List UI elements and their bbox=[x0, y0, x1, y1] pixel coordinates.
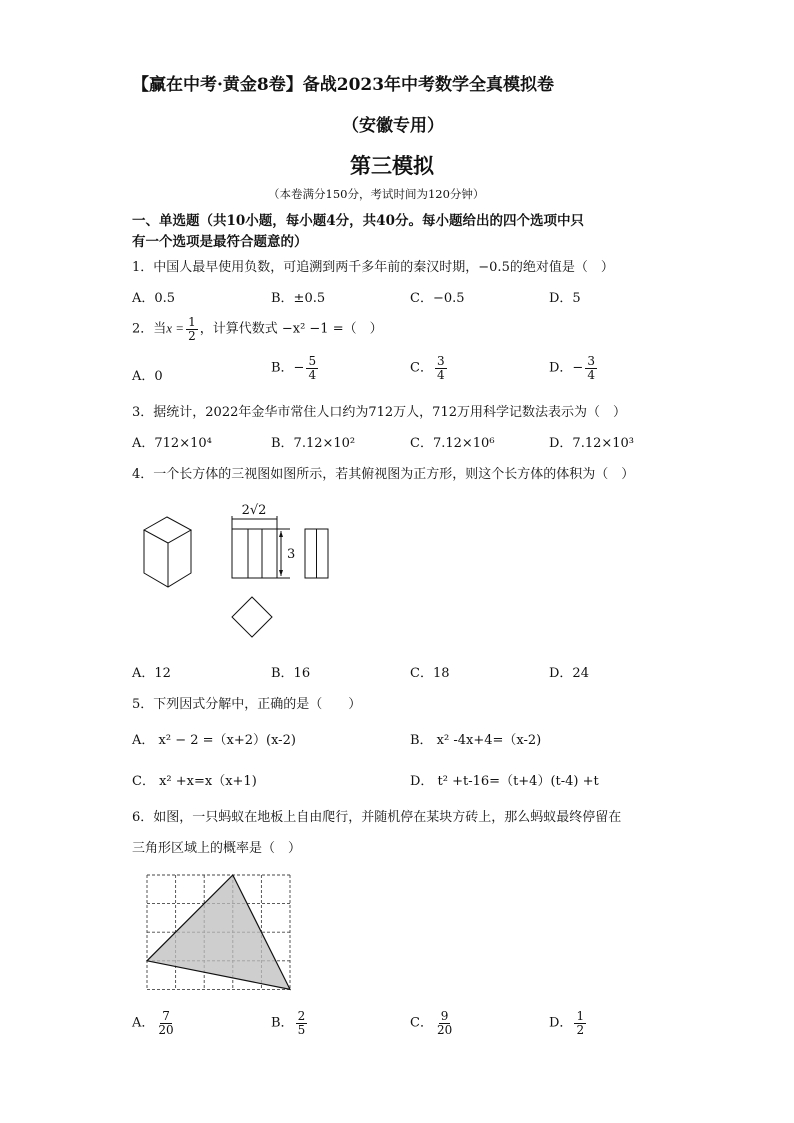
q6-b-label: B． bbox=[271, 1015, 294, 1031]
q5-option-c: C． x² +x=x（x+1) bbox=[132, 774, 257, 789]
q6-c-num: 9 bbox=[440, 1009, 449, 1023]
q5-stem: 5．下列因式分解中，正确的是（ ） bbox=[132, 697, 362, 712]
q6-c-fraction bbox=[435, 1010, 454, 1036]
q3-option-c: C．7.12×10⁶ bbox=[410, 436, 495, 451]
q2-b-num: 5 bbox=[308, 354, 317, 368]
q1-stem: 1．中国人最早使用负数，可追溯到两千多年前的秦汉时期，−0.5的绝对值是（ ） bbox=[132, 260, 614, 275]
q1-option-c: C．−0.5 bbox=[410, 291, 465, 306]
q6-b-fraction bbox=[296, 1010, 308, 1036]
q2-d-label: D．− bbox=[549, 360, 584, 376]
section-heading-line2: 有一个选项是最符合题意的） bbox=[132, 234, 308, 250]
q6-d-fraction bbox=[574, 1010, 586, 1036]
q6-d-num: 1 bbox=[576, 1009, 585, 1023]
q4-three-views-figure bbox=[130, 495, 330, 645]
q2-c-den: 4 bbox=[436, 367, 445, 382]
q6-stem-line2: 三角形区域上的概率是（ ） bbox=[132, 841, 302, 856]
q2-option-d bbox=[549, 355, 599, 381]
q6-option-b bbox=[271, 1010, 309, 1036]
q4-box-top-face bbox=[144, 517, 191, 543]
q2-option-a: A．0 bbox=[132, 369, 163, 384]
q2-b-den: 4 bbox=[308, 367, 317, 382]
q6-a-fraction bbox=[156, 1010, 175, 1036]
q2-c-num: 3 bbox=[436, 354, 445, 368]
q6-b-num: 2 bbox=[297, 1009, 306, 1023]
q6-a-label: A． bbox=[132, 1015, 155, 1031]
q3-option-d: D．7.12×10³ bbox=[549, 436, 635, 451]
q6-c-label: C． bbox=[410, 1015, 433, 1031]
q4-dim-width-label: 2√2 bbox=[241, 503, 267, 518]
q2-stem-pre: 2．当 bbox=[132, 321, 167, 337]
q2-stem-post: ，计算代数式 −x² −1 =（ ） bbox=[199, 321, 383, 337]
q4-height-arrow-up bbox=[279, 531, 283, 537]
q6-b-den: 5 bbox=[297, 1022, 306, 1037]
q1-option-b: B．±0.5 bbox=[271, 291, 326, 306]
q2-x-fraction bbox=[186, 316, 198, 342]
q4-stem: 4．一个长方体的三视图如图所示，若其俯视图为正方形，则这个长方体的体积为（ ） bbox=[132, 467, 635, 482]
q4-dim-height-label: 3 bbox=[287, 547, 296, 562]
q4-option-d: D．24 bbox=[549, 666, 589, 681]
q2-option-b bbox=[271, 355, 320, 381]
q6-option-d bbox=[549, 1010, 588, 1036]
q2-x-num: 1 bbox=[188, 315, 196, 329]
q2-d-den: 4 bbox=[587, 367, 595, 382]
q4-height-arrow-down bbox=[279, 570, 283, 576]
q2-b-label: B．− bbox=[271, 360, 305, 376]
q6-a-den: 20 bbox=[158, 1022, 174, 1037]
document-title: 【赢在中考·黄金8卷】备战2023年中考数学全真模拟卷 bbox=[132, 75, 555, 95]
q3-option-b: B．7.12×10² bbox=[271, 436, 356, 451]
q2-stem bbox=[132, 316, 383, 342]
q6-d-label: D． bbox=[549, 1015, 573, 1031]
q2-x-eq: x = bbox=[166, 320, 185, 336]
q6-d-den: 2 bbox=[576, 1022, 585, 1037]
q3-option-a: A．712×10⁴ bbox=[132, 436, 212, 451]
section-heading-line1: 一、单选题（共10小题，每小题4分，共40分。每小题给出的四个选项中只 bbox=[132, 213, 584, 229]
q2-x-den: 2 bbox=[188, 328, 196, 343]
q6-a-num: 7 bbox=[162, 1009, 170, 1023]
q1-option-a: A．0.5 bbox=[132, 291, 176, 306]
q4-top-view bbox=[232, 597, 272, 637]
q6-tile-grid-figure bbox=[140, 868, 300, 998]
q4-option-a: A．12 bbox=[132, 666, 171, 681]
q3-stem: 3．据统计，2022年金华市常住人口约为712万人，712万用科学记数法表示为（ ） bbox=[132, 405, 626, 420]
q2-option-c bbox=[410, 355, 449, 381]
q6-option-a bbox=[132, 1010, 178, 1036]
document-subtitle: （安徽专用） bbox=[342, 116, 444, 136]
q4-front-view bbox=[232, 529, 277, 578]
q6-stem-line1: 6．如图，一只蚂蚁在地板上自由爬行，并随机停在某块方砖上，那么蚂蚁最终停留在 bbox=[132, 810, 622, 825]
q2-c-fraction bbox=[435, 355, 447, 381]
q1-option-d: D．5 bbox=[549, 291, 581, 306]
exam-note: （本卷满分150分，考试时间为120分钟） bbox=[268, 187, 485, 201]
q5-option-d: D． t² +t-16=（t+4）(t-4) +t bbox=[410, 774, 599, 789]
q6-c-den: 20 bbox=[436, 1022, 453, 1037]
q5-option-b: B． x² -4x+4=（x-2) bbox=[410, 733, 542, 748]
paper-name: 第三模拟 bbox=[350, 153, 434, 178]
q6-option-c bbox=[410, 1010, 456, 1036]
q4-option-b: B．16 bbox=[271, 666, 311, 681]
q4-option-c: C．18 bbox=[410, 666, 450, 681]
q2-d-fraction bbox=[585, 355, 597, 381]
q2-b-fraction bbox=[306, 355, 318, 381]
q2-d-num: 3 bbox=[587, 354, 595, 368]
q2-c-label: C． bbox=[410, 360, 433, 376]
q5-option-a: A． x² − 2 =（x+2）(x-2) bbox=[132, 733, 296, 748]
